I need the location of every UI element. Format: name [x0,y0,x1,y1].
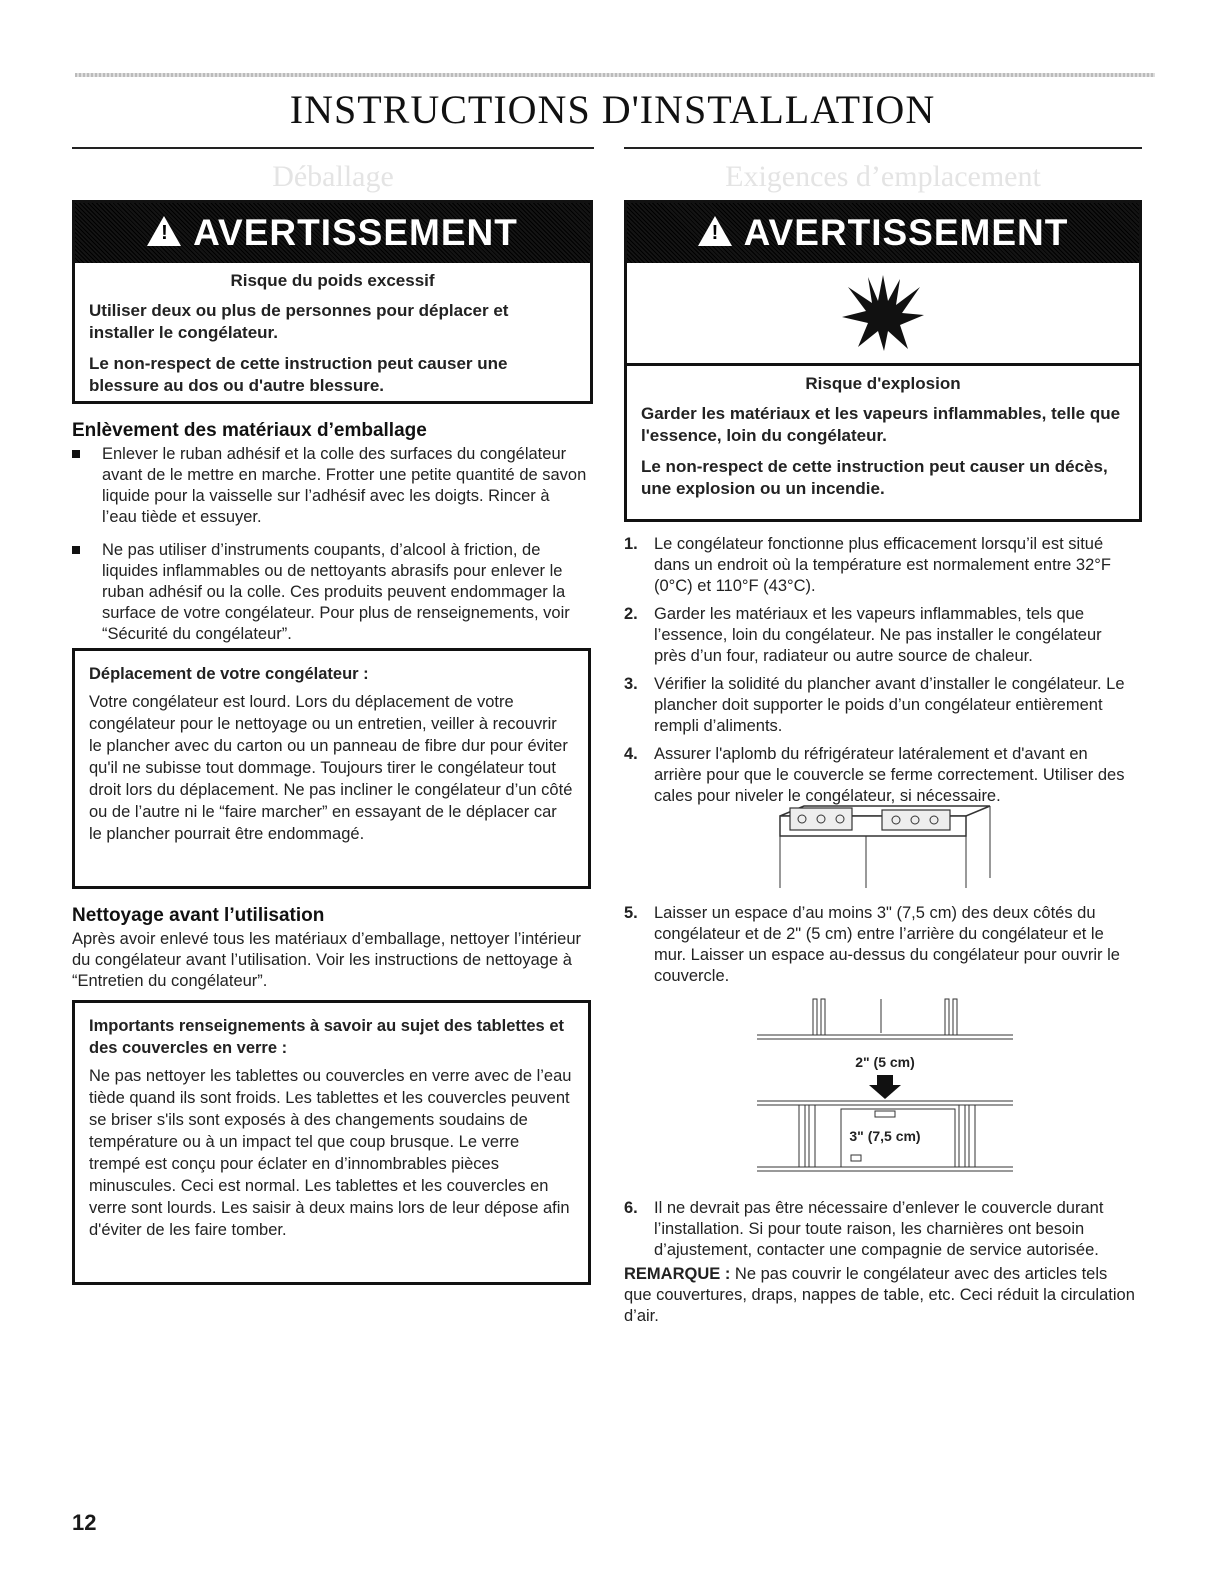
clearance-illustration [755,995,1015,1185]
list-item: Ne pas utiliser d’instruments coupants, d’alcool à friction, de liquides inflammables ou de nettoyants abrasifs pour enlever le ruban adhésif ou la colle. Ces produits peuvent endommager la surface de votre congélateur. Pour plus de renseignements, voir “Sécurité du congélateur”. [72,540,587,645]
back-clearance-label: 2" (5 cm) [855,1054,915,1070]
warning-header [75,203,590,263]
section-title-unpacking: Déballage [272,160,394,193]
list-item: 3. Vérifier la solidité du plancher avant d’installer le congélateur. Le plancher doit supporter le poids d’un congélateur entièrement rempli d’aliments. [624,675,1125,735]
side-clearance-label: 3" (7,5 cm) [849,1128,921,1144]
moving-text: Votre congélateur est lourd. Lors du déplacement de votre congélateur pour le nettoyage ou un entretien, veiller à recouvrir le plancher avec du carton ou un panneau de fibre dur pour éviter qu'il ne subisse tout dommage. Toujours tirer le congélateur tout droit lors du déplacement. Ne pas incliner le congélateur d’un côté ou de l’autre ni le “faire marcher” en essayant de le déplacer car le plancher pourrait être endommagé. [89,693,573,843]
note-paragraph [624,1264,1136,1327]
warning-heading: AVERTISSEMENT [743,212,1069,253]
glass-info-box [72,1000,591,1285]
list-item: Enlever le ruban adhésif et la colle des surfaces du congélateur avant de le mettre en marche. Frotter une petite quantité de savon liquide pour la vaisselle sur l’adhésif avec les doigts. Rincer à l’eau tiède et essuyer. [72,444,587,528]
warning-instruction: Garder les matériaux et les vapeurs inflammables, telle que l'essence, loin du congélateur. [641,404,1121,445]
list-item: 5. Laisser un espace d’au moins 3" (7,5 cm) des deux côtés du congélateur et de 2" (5 cm) entre l’arrière du congélateur et le mur. Laisser un espace au-dessus du congélateur pour ouvrir le couvercle. [624,904,1120,985]
moving-heading: Déplacement de votre congélateur : [89,665,369,683]
warning-consequence: Le non-respect de cette instruction peut causer un décès, une explosion ou un incendie. [641,457,1108,498]
warning-triangle-icon: ! [147,216,181,246]
warning-box-explosion [624,200,1142,522]
warning-risk: Risque du poids excessif [230,271,435,290]
leveling-illustration [770,798,1000,890]
warning-risk: Risque d'explosion [805,374,961,393]
header-rule [75,73,1155,77]
glass-heading: Importants renseignements à savoir au sujet des tablettes et des couvercles en verre : [89,1017,564,1057]
removal-heading: Enlèvement des matériaux d’emballage [72,420,427,441]
list-item: 2. Garder les matériaux et les vapeurs inflammables, tels que l’essence, loin du congélateur. Ne pas installer le congélateur près d’un four, radiateur ou autre source de chaleur. [624,605,1102,665]
left-title-rule [72,147,594,149]
warning-heading: AVERTISSEMENT [193,212,518,253]
removal-list [72,444,587,657]
list-item: 6. Il ne devrait pas être nécessaire d’enlever le couvercle durant l’installation. Si pour toute raison, les charnières ont besoin d’ajustement, contacter une compagnie de service autorisée. [624,1199,1104,1259]
note-text: Ne pas couvrir le congélateur avec des articles tels que couvertures, draps, nappes de table, etc. Ceci réduit la circulation d’air. [624,1265,1135,1325]
section-title-location: Exigences d’emplacement [725,160,1041,193]
glass-text: Ne pas nettoyer les tablettes ou couvercles en verre avec de l’eau tiède quand ils sont froids. Les tablettes et les couvercles peuvent se briser s'ils sont exposés à des changements soudains de température ou à un impact tel que coup brusque. Le verre trempé est conçu pour éclater en d’innombrables pièces minuscules. Ceci est normal. Les tablettes et les couvercles en verre sont lourds. Les saisir à deux mains lors de leur dépose afin d'éviter de les faire tomber. [89,1067,572,1239]
explosion-icon-area [627,263,1139,366]
right-title-rule [624,147,1142,149]
warning-header [627,203,1139,263]
moving-info-box [72,648,591,889]
page-number: 12 [72,1510,97,1535]
note-label: REMARQUE : [624,1265,731,1283]
warning-box-weight [72,200,593,404]
list-item: 1. Le congélateur fonctionne plus efficacement lorsqu’il est situé dans un endroit où la température est normalement entre 32°F (0°C) et 110°F (43°C). [624,535,1111,595]
warning-instruction: Utiliser deux ou plus de personnes pour déplacer et installer le congélateur. [89,301,509,342]
page-title: INSTRUCTIONS D'INSTALLATION [289,87,936,132]
explosion-icon [838,273,928,353]
cleaning-text: Après avoir enlevé tous les matériaux d’emballage, nettoyer l’intérieur du congélateur avant l’utilisation. Voir les instructions de nettoyage à “Entretien du congélateur”. [72,930,582,990]
cleaning-heading: Nettoyage avant l’utilisation [72,905,325,926]
step-5 [624,903,1136,994]
warning-consequence: Le non-respect de cette instruction peut causer une blessure au dos ou d'autre blessure. [89,354,508,395]
steps-list [624,534,1136,814]
warning-triangle-icon: ! [698,216,732,246]
list-item: 4. Assurer l'aplomb du réfrigérateur latéralement et d'avant en arrière pour que le couvercle se ferme correctement. Utiliser des cales pour niveler le congélateur, si nécessaire. [624,745,1125,805]
step-6 [624,1198,1136,1268]
